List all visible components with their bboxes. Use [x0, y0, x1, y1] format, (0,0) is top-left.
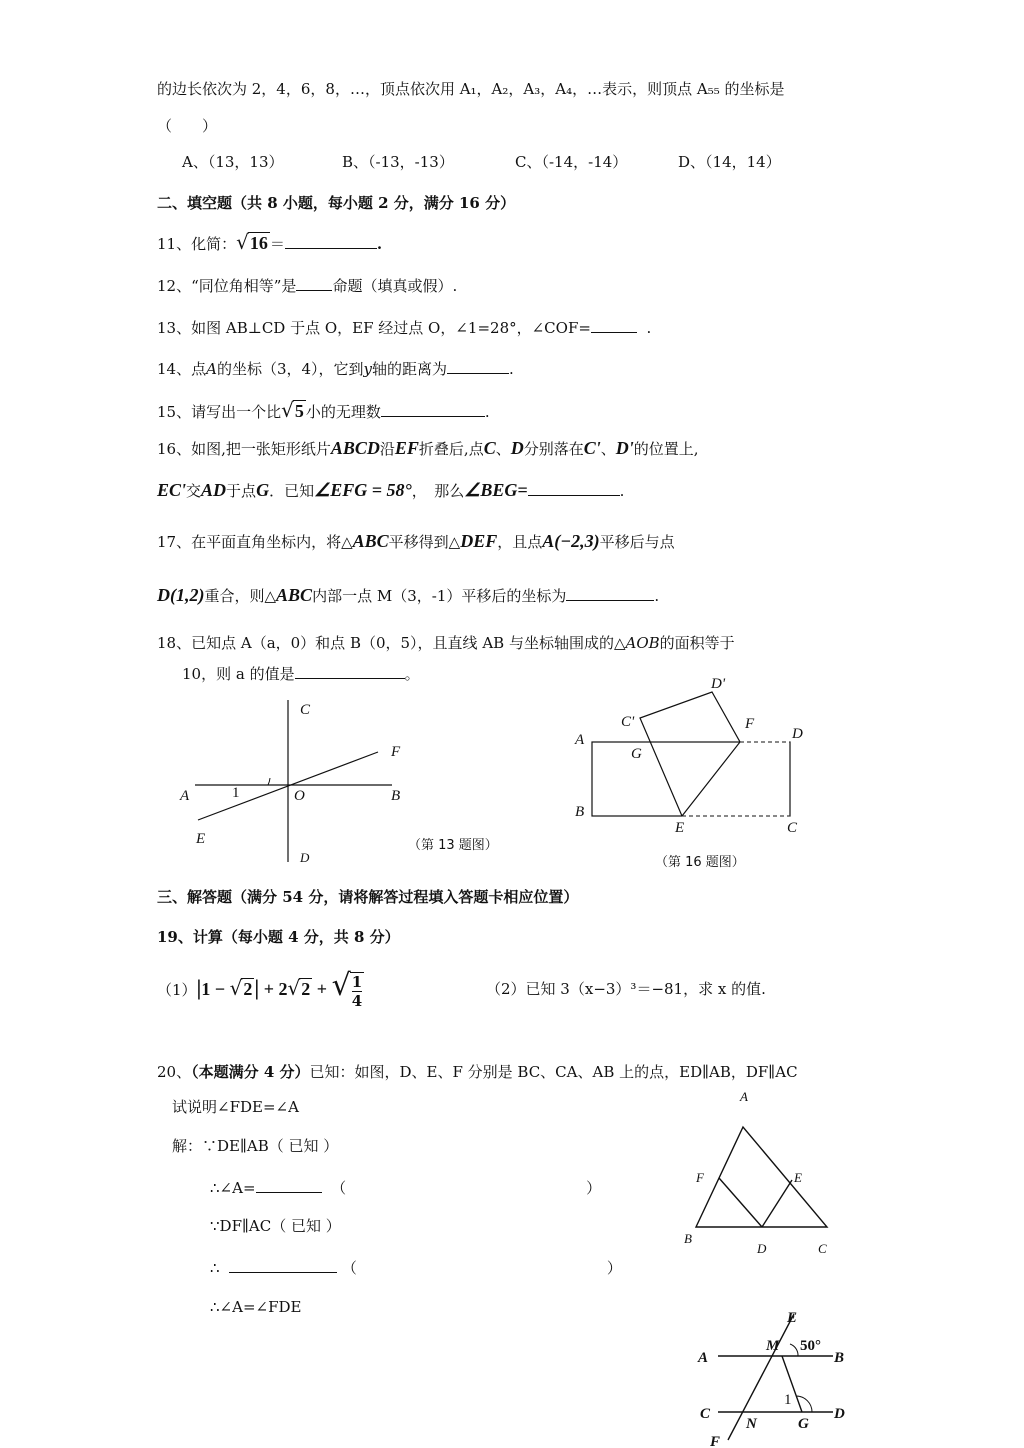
q20-step2-blank[interactable] — [256, 1176, 322, 1193]
q19-part1: （1）|1 − √2| + 2√2 + √ $\frac{1}{4}$ — [157, 968, 363, 1010]
q15-blank[interactable] — [381, 400, 485, 417]
q20-title: 20、（本题满分 4 分）已知：如图，D、E、F 分别是 BC、CA、AB 上的点，ED∥AB，DF∥AC — [157, 1063, 798, 1081]
fig21-label-c: C — [700, 1406, 711, 1422]
fig16-caption: （第 16 题图） — [655, 855, 745, 870]
q12: 12、“同位角相等”是 命题（填真或假）. — [157, 274, 457, 296]
fig13-label-a: A — [180, 788, 190, 804]
fig21-label-f: F — [710, 1434, 721, 1448]
q10-option-c: C、（-14，-14） — [515, 153, 628, 171]
fig13-caption: （第 13 题图） — [408, 838, 498, 853]
q16-blank[interactable] — [528, 479, 620, 496]
q20-step4-reason[interactable] — [357, 1257, 607, 1273]
fig21-label-n: N — [746, 1416, 757, 1432]
fig20-label-b: B — [684, 1231, 692, 1246]
fig16-label-d: D — [792, 726, 803, 742]
q11-radicand: 16 — [249, 233, 268, 253]
q17-line2: D(1,2)重合，则△ABC内部一点 M（3，-1）平移后的坐标为 . — [157, 585, 660, 605]
q20-step2-reason[interactable] — [346, 1177, 586, 1193]
figure-16 — [565, 670, 825, 850]
q12-blank[interactable] — [296, 274, 332, 291]
fig21-label-a: A — [698, 1350, 709, 1366]
q11-blank[interactable] — [285, 232, 377, 249]
fig13-label-o: O — [294, 788, 305, 804]
fig21-label-e: E — [787, 1310, 798, 1326]
fig16-label-a: A — [575, 732, 585, 748]
q16-line2: EC'交AD于点G．已知∠EFG = 58°， 那么∠BEG= . — [157, 480, 625, 500]
fig20-label-a: A — [740, 1089, 748, 1104]
fig21-label-d: D — [834, 1406, 845, 1422]
q13-blank[interactable] — [591, 316, 637, 333]
fig13-label-b: B — [391, 788, 401, 804]
fig13-label-c: C — [300, 702, 311, 718]
fig13-label-d: D — [300, 850, 310, 865]
q10-answer-paren: （ ） — [157, 117, 218, 135]
q14-blank[interactable] — [447, 357, 509, 374]
q20-ask: 试说明∠FDE=∠A — [172, 1098, 299, 1116]
q20-step4: ∴ （ ） — [210, 1256, 622, 1278]
fig13-label-f: F — [391, 744, 401, 760]
q17-line1: 17、在平面直角坐标内，将△ABC平移得到△DEF，且点A(−2,3)平移后与点 — [157, 531, 675, 551]
fig16-label-cprime: C' — [621, 714, 635, 730]
q14: 14、点A的坐标（3，4），它到y轴的距离为 . — [157, 357, 514, 379]
section-2-title: 二、填空题（共 8 小题，每小题 2 分，满分 16 分） — [157, 194, 516, 212]
fig16-label-c: C — [787, 820, 798, 836]
q18-line2: 10，则 a 的值是 。 — [182, 662, 420, 684]
q19-part2: （2）已知 3（x−3）³＝−81，求 x 的值. — [486, 980, 766, 998]
fig16-label-g: G — [631, 746, 642, 762]
q17-blank[interactable] — [566, 584, 654, 601]
q10-option-b: B、（-13，-13） — [342, 153, 454, 171]
fig16-label-b: B — [575, 804, 585, 820]
fig20-label-f: F — [696, 1170, 704, 1185]
fig20-label-c: C — [818, 1241, 827, 1256]
q15: 15、请写出一个比√5 小的无理数 . — [157, 398, 490, 422]
fig20-label-e: E — [794, 1170, 802, 1185]
q13: 13、如图 AB⊥CD 于点 O，EF 经过点 O，∠1=28°，∠COF= . — [157, 316, 651, 338]
q20-step2: ∴∠A= （ ） — [210, 1176, 601, 1198]
section-3-title: 三、解答题（满分 54 分，请将解答过程填入答题卡相应位置） — [157, 888, 579, 906]
q16-line1: 16、如图,把一张矩形纸片ABCD沿EF折叠后,点C、D分别落在C'、D'的位置上, — [157, 438, 699, 458]
q19-title: 19、计算（每小题 4 分，共 8 分） — [157, 928, 400, 946]
q11: 11、化简：√16 ＝ . — [157, 230, 383, 254]
fig20-label-d: D — [757, 1241, 767, 1256]
fig21-label-g: G — [798, 1416, 809, 1432]
fig21-label-1: 1 — [784, 1392, 792, 1408]
q10-option-a: A、（13，13） — [182, 153, 284, 171]
q10-stem: 的边长依次为 2，4，6，8，…，顶点依次用 A₁，A₂，A₃，A₄，…表示，则顶点 A₅₅ 的坐标是 — [157, 80, 785, 98]
q20-step4-blank[interactable] — [229, 1256, 337, 1273]
fig16-label-dprime: D' — [711, 676, 726, 692]
fig13-label-1: 1 — [232, 785, 240, 801]
fig21-label-angle: 50° — [800, 1338, 821, 1354]
fig16-label-e: E — [675, 820, 685, 836]
figure-20 — [680, 1085, 850, 1260]
q10-option-d: D、（14，14） — [678, 153, 781, 171]
q20-step3: ∵DF∥AC（ 已知 ） — [210, 1217, 341, 1235]
q20-step5: ∴∠A=∠FDE — [210, 1298, 302, 1316]
q18-line1: 18、已知点 A（a，0）和点 B（0，5），且直线 AB 与坐标轴围成的△AOB的面积等于 — [157, 634, 735, 652]
fig16-label-f: F — [745, 716, 755, 732]
q18-blank[interactable] — [295, 662, 405, 679]
fig21-label-b: B — [834, 1350, 845, 1366]
fig21-label-m: M — [766, 1338, 780, 1354]
figure-21 — [690, 1300, 860, 1448]
fig13-label-e: E — [196, 831, 206, 847]
q20-step1: 解：∵DE∥AB（ 已知 ） — [172, 1137, 339, 1155]
